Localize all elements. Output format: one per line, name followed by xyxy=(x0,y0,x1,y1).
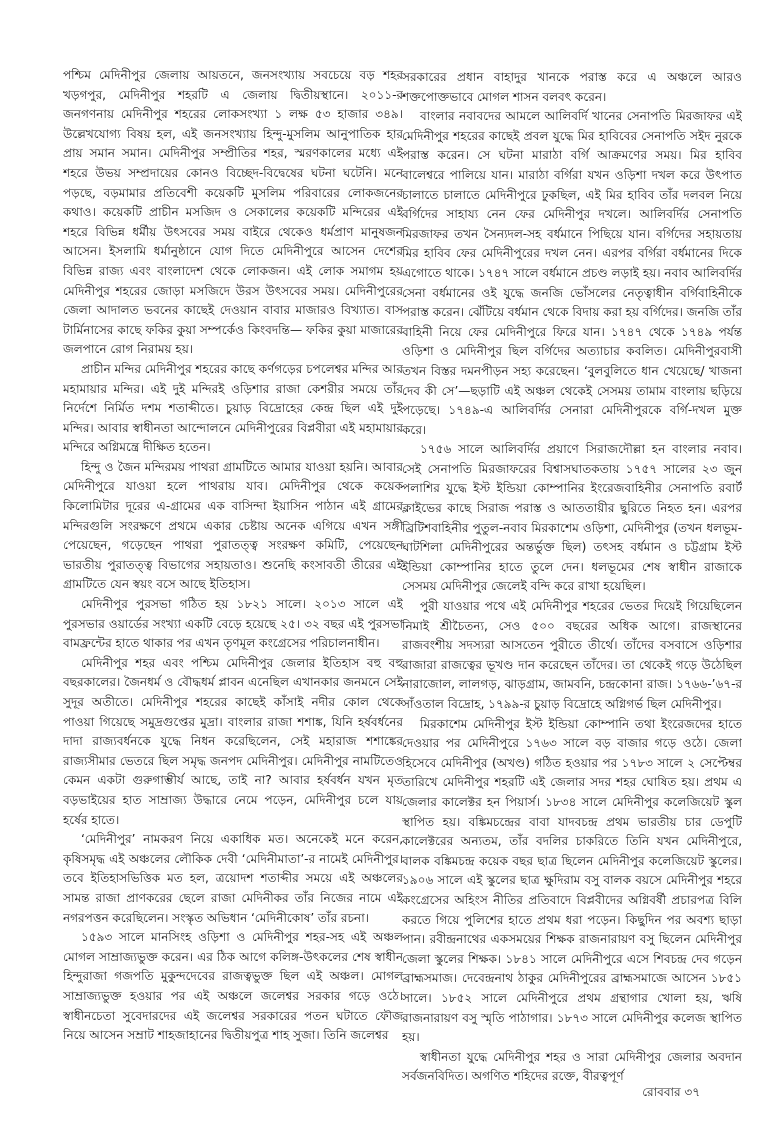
paragraph: হিন্দু ও জৈন মন্দিরময় পাথরা গ্রামটিতে আমার যাওয়া হয়নি। আবার মেদিনীপুরে যাওয়া হলে পাথরায় যাব। মেদিনীপুর থেকে কয়েক কিলোমিটার দূরের এ-গ্রামের এক বাসিন্দা ইয়াসিন পাঠান এই গ্রামের মন্দিরগুলি সংরক্ষণে প্রথমে একার চেষ্টায় অনেক এগিয়ে এখন সঙ্গী পেয়েছেন, গড়েছেন পাথরা পুরাতত্ত্ব সংরক্ষণ কমিটি, পেয়েছেন ভারতীয় পুরাতত্ত্ব বিভাগের সহায়তাও। শুনেছি কংসাবতী তীরের এই গ্রামটিতে যেন স্বয়ং বসে আছে ইতিহাস। xyxy=(63,459,403,592)
paragraph: পুরী যাওয়ার পথে এই মেদিনীপুর শহরের ভেতর দিয়েই গিয়েছিলেন নিমাই শ্রীচৈতন্য, সেও ৫০০ বছরের অধিক আগে। রাজস্থানের রাজবংশীয় সদস্যরা আসতেন পুরীতে তীর্থে। তাঁদের বসবাসে ওড়িশার রাজারা রাজত্বের ভূখণ্ড দান করেছেন তাঁদের। তা থেকেই গড়ে উঠেছিল নারাজোল, লালগড়, ঝাড়গ্রাম, জামবনি, চন্দ্রকোনা রাজ। ১৭৬৬-’৬৭-র সাঁওতাল বিদ্রোহ, ১৭৯৯-র চুয়াড় বিদ্রোহে অগ্নিগর্ভ ছিল মেদিনীপুর। xyxy=(402,599,742,711)
paragraph: বাংলার নবাবদের আমলে আলিবর্দি খানের সেনাপতি মিরজাফর এই মেদিনীপুর শহরের কাছেই প্রবল যুদ্ধে মির হাবিবের সেনাপতি সইদ নুরকে পরাস্ত করেন। সে ঘটনা মারাঠা বর্গি আক্রমণের সময়। মির হাবিব বালেশ্বরে পালিয়ে যান। মারাঠা বর্গিরা যখন ওড়িশা দখল করে উৎপাত চালাতে চালাতে মেদিনীপুরে ঢুকছিল, এই মির হাবিব তাঁর দলবল নিয়ে বর্গিদের সাহায্য নেন ফের মেদিনীপুর দখলে। আলিবর্দির সেনাপতি মিরজাফর তখন সৈন্যদল-সহ বর্ধমানে পিছিয়ে যান। বর্গিদের সহায়তায় মির হাবিব ফের মেদিনীপুরের দখল নেন। এরপর বর্গিরা বর্ধমানের দিকে এগোতে থাকে। ১৭৪৭ সালে বর্ধমানে প্রচণ্ড লড়াই হয়। নবাব আলিবর্দির সেনা বর্ধমানের ওই যুদ্ধে জনজি ভোঁসলের নেতৃত্বাধীন বর্গিবাহিনীকে পরাস্ত করেন। ঝেঁটিয়ে বর্ধমান থেকে বিদায় করা হয় বর্গিদের। জনজি তাঁর বাহিনী নিয়ে ফের মেদিনীপুরে ফিরে যান। ১৭৪৭ থেকে ১৭৪৯ পর্যন্ত ওড়িশা ও মেদিনীপুর ছিল বর্গিদের অত্যাচার কবলিত। মেদিনীপুরবাসী তখন বিস্তর দমনপীড়ন সহ্য করেছেন। ‘বুলবুলিতে ধান খেয়েছে/ খাজনা দেব কী সে’—ছড়াটি এই অঞ্চল থেকেই সেসময় তামাম বাংলায় ছড়িয়ে পড়েছে। ১৭৪৯-এ আলিবর্দির সেনারা মেদিনীপুরকে বর্গি-দখল মুক্ত করে। xyxy=(402,109,742,437)
paragraph: মেদিনীপুর শহর এবং পশ্চিম মেদিনীপুর জেলার ইতিহাস বহু বহু বছরকালের। জৈনধর্ম ও বৌদ্ধধর্ম প্লাবন এনেছিল এখানকার জনমনে সেই সুদূর অতীতে। মেদিনীপুর শহরের কাছেই কাঁসাই নদীর কোল থেকে পাওয়া গিয়েছে সমুদ্রগুপ্তের মুদ্রা। বাংলার রাজা শশাঙ্ক, যিনি হর্ষবর্ধনের দাদা রাজ্যবর্ধনকে যুদ্ধে নিধন করেছিলেন, সেই মহারাজ শশাঙ্কের রাজ্যসীমার ভেতরে ছিল সমৃদ্ধ জনপদ মেদিনীপুর। মেদিনীপুর নামটিতেও কেমন একটা গুরুগাম্ভীর্য আছে, তাই না? আবার হর্ষবর্ধন যখন মৃত বড়ভাইয়ের হাত সাম্রাজ্য উদ্ধারে নেমে পড়েন, মেদিনীপুর চলে যায় হর্ষের হাতে। xyxy=(63,655,403,827)
paragraph: পশ্চিম মেদিনীপুর জেলায় আয়তনে, জনসংখ্যায় সবচেয়ে বড় শহর খড়গপুর, মেদিনীপুর শহরটি এ জেলায় দ্বিতীয়স্থানে। ২০১১-র জনগণনায় মেদিনীপুর শহরের লোকসংখ্যা ১ লক্ষ ৫৩ হাজার ৩৪৯। উল্লেখযোগ্য বিষয় হল, এই জনসংখ্যায় হিন্দু-মুসলিম আনুপাতিক হার প্রায় সমান সমান। মেদিনীপুর সম্প্রীতির শহর, স্মরণকালের মধ্যে এই শহরে উভয় সম্প্রদায়ের কোনও বিচ্ছেদ-বিদ্বেষের ঘটনা ঘটেনি। মনে পড়ছে, বড়মামার প্রতিবেশী কয়েকটি মুসলিম পরিবারের লোকজনের কথাও। কয়েকটি প্রাচীন মসজিদ ও সেকালের কয়েকটি মন্দিরের এই শহরে বিভিন্ন ধর্মীয় উৎসবের সময় বাইরে থেকেও ধর্মপ্রাণ মানুষজন আসেন। ইসলামি ধর্মানুষ্ঠানে যোগ দিতে মেদিনীপুরে আসেন দেশের বিভিন্ন রাজ্য এবং বাংলাদেশ থেকে লোকজন। এই লোক সমাগম হয় মেদিনীপুর শহরের জোড়া মসজিদে উরস উৎসবের সময়। মেদিনীপুরের জেলা আদালত ভবনের কাছেই দেওয়ান বাবার মাজারও বিখ্যাত। বাস টার্মিনাসের কাছে ফকির কুয়া সম্পর্কেও কিংবদন্তি— ফকির কুয়া মাজারের জলপানে রোগ নিরাময় হয়। xyxy=(63,68,403,357)
paragraph: সরকারের প্রধান বাহাদুর খানকে পরাস্ত করে এ অঞ্চলে আরও শক্তপোক্তভাবে মোগল শাসন বলবৎ করেন। xyxy=(402,70,742,104)
paragraph: ১৫৯৩ সালে মানসিংহ ওড়িশা ও মেদিনীপুর শহর-সহ এই অঞ্চল মোগল সাম্রাজ্যভুক্ত করেন। এর ঠিক আগে কলিঙ্গ-উৎকলের শেষ স্বাধীন হিন্দুরাজা গজপতি মুকুন্দদেবের রাজত্বভুক্ত ছিল এই অঞ্চল। মোগল সাম্রাজ্যভুক্ত হওয়ার পর এই অঞ্চলে জলেশ্বর সরকার গড়ে ওঠে। স্বাধীনচেতা সুবেদারদের এই জলেশ্বর সরকারের পতন ঘটাতে ফৌজ নিয়ে আসেন সম্রাট শাহজাহানের দ্বিতীয়পুত্র শাহ সুজা। তিনি জলেশ্বর xyxy=(63,930,403,1043)
paragraph: প্রাচীন মন্দির মেদিনীপুর শহরের কাছে কর্ণগড়ের চপলেশ্বর মন্দির আর মহামায়ার মন্দির। এই দুই মন্দিরই ওড়িশার রাজা কেশরীর সময়ে তাঁর নির্দেশে নির্মিত দশম শতাব্দীতে। চুয়াড় বিদ্রোহের কেন্দ্র ছিল এই দুই মন্দির। আবার স্বাধীনতা আন্দোলনে মেদিনীপুরের বিপ্লবীরা এই মহামায়ার মন্দিরে অগ্নিমন্ত্রে দীক্ষিত হতেন। xyxy=(63,361,403,455)
paragraph: ‘মেদিনীপুর’ নামকরণ নিয়ে একাধিক মত। অনেকেই মনে করেন, কৃষিসমৃদ্ধ এই অঞ্চলের লৌকিক দেবী ‘মেদিনীমাতা’-র নামেই মেদিনীপুর। তবে ইতিহাসভিত্তিক মত হল, ত্রয়োদশ শতাব্দীর সময়ে এই অঞ্চলের সামন্ত রাজা প্রাণকরের ছেলে রাজা মেদিনীকর তাঁর নিজের নামে এই নগরপত্তন করেছিলেন। সংস্কৃত অভিধান ‘মেদিনীকোষ’ তাঁর রচনা। xyxy=(63,832,403,925)
paragraph: ১৭৫৬ সালে আলিবর্দির প্রয়াণে সিরাজদৌল্লা হন বাংলার নবাব। সেই সেনাপতি মিরজাফরের বিশ্বাসঘাতকতায় ১৭৫৭ সালের ২৩ জুন পলাশির যুদ্ধে ইস্ট ইন্ডিয়া কোম্পানির ইংরেজবাহিনীর সেনাপতি রবার্ট ক্লাইভের কাছে সিরাজ পরাস্ত ও আততায়ীর ছুরিতে নিহত হন। এরপর ব্রিটিশবাহিনীর পুতুল-নবাব মিরকাশেম ওড়িশা, মেদিনীপুর (তখন ধলভূম-ঘাটশিলা মেদিনীপুরের অন্তর্ভুক্ত ছিল) তৎসহ বর্ধমান ও চট্টগ্রাম ইস্ট ইন্ডিয়া কোম্পানির হাতে তুলে দেন। ধলভূমের শেষ স্বাধীন রাজাকে সেসময় মেদিনীপুর জেলেই বন্দি করে রাখা হয়েছিল। xyxy=(402,442,742,594)
right-text-column xyxy=(402,68,742,1088)
page-footer: রোববার ৩৭ xyxy=(642,1085,700,1099)
paragraph: মিরকাশেম মেদিনীপুর ইস্ট ইন্ডিয়া কোম্পানি তথা ইংরেজদের হাতে দেওয়ার পর মেদিনীপুরে ১৭৬৩ সালে বড় বাজার গড়ে ওঠে। জেলা হিসেবে মেদিনীপুর (অখণ্ড) গঠিত হওয়ার পর ১৭৮৩ সালে ২ সেপ্টেম্বর তারিখে মেদিনীপুর শহরটি এই জেলার সদর শহর ঘোষিত হয়। প্রথম এ জেলার কালেক্টর হন পিয়ার্স। ১৮৩৪ সালে মেদিনীপুর কলেজিয়েট স্কুল স্থাপিত হয়। বঙ্কিমচন্দ্রের বাবা যাদবচন্দ্র প্রথম ভারতীয় চার ডেপুটি কালেক্টরের অন্যতম, তাঁর বদলির চাকরিতে তিনি যখন মেদিনীপুরে, বালক বঙ্কিমচন্দ্র কয়েক বছর ছাত্র ছিলেন মেদিনীপুর কলেজিয়েট স্কুলের। ১৯০৬ সালে এই স্কুলের ছাত্র ক্ষুদিরাম বসু বালক বয়সে মেদিনীপুর শহরে কংগ্রেসের অহিংস নীতির প্রতিবাদে বিপ্লবীদের অগ্নিবর্ষী প্রচারপত্র বিলি করতে গিয়ে পুলিশের হাতে প্রথম ধরা পড়েন। কিছুদিন পর অবশ্য ছাড়া পান। রবীন্দ্রনাথের একসময়ের শিক্ষক রাজনারায়ণ বসু ছিলেন মেদিনীপুর জেলা স্কুলের শিক্ষক। ১৮৪১ সালে মেদিনীপুরে এসে শিবচন্দ্র দেব গড়েন ব্রাহ্মসমাজ। দেবেন্দ্রনাথ ঠাকুর মেদিনীপুরের ব্রাহ্মসমাজে আসেন ১৮৫১ সালে। ১৮৫২ সালে মেদিনীপুরে প্রথম গ্রন্থাগার খোলা হয়, ঋষি রাজনারায়ণ বসু স্মৃতি পাঠাগার। ১৮৭৩ সালে মেদিনীপুর কলেজ স্থাপিত হয়। xyxy=(402,716,742,1045)
paragraph: মেদিনীপুর পুরসভা গঠিত হয় ১৮২১ সালে। ২০১৩ সালে এই পুরসভার ওয়ার্ডের সংখ্যা একটি বেড়ে হয়েছে ২৫। ৩২ বছর এই পুরসভা বামফ্রন্টের হাতে থাকার পর এখন তৃণমূল কংগ্রেসের পরিচালনাধীন। xyxy=(63,597,403,651)
paragraph: স্বাধীনতা যুদ্ধে মেদিনীপুর শহর ও সারা মেদিনীপুর জেলার অবদান সর্বজনবিদিত। অগণিত শহিদের রক্তে, বীরত্বপূর্ণ xyxy=(402,1049,742,1084)
left-text-column xyxy=(63,66,403,1086)
